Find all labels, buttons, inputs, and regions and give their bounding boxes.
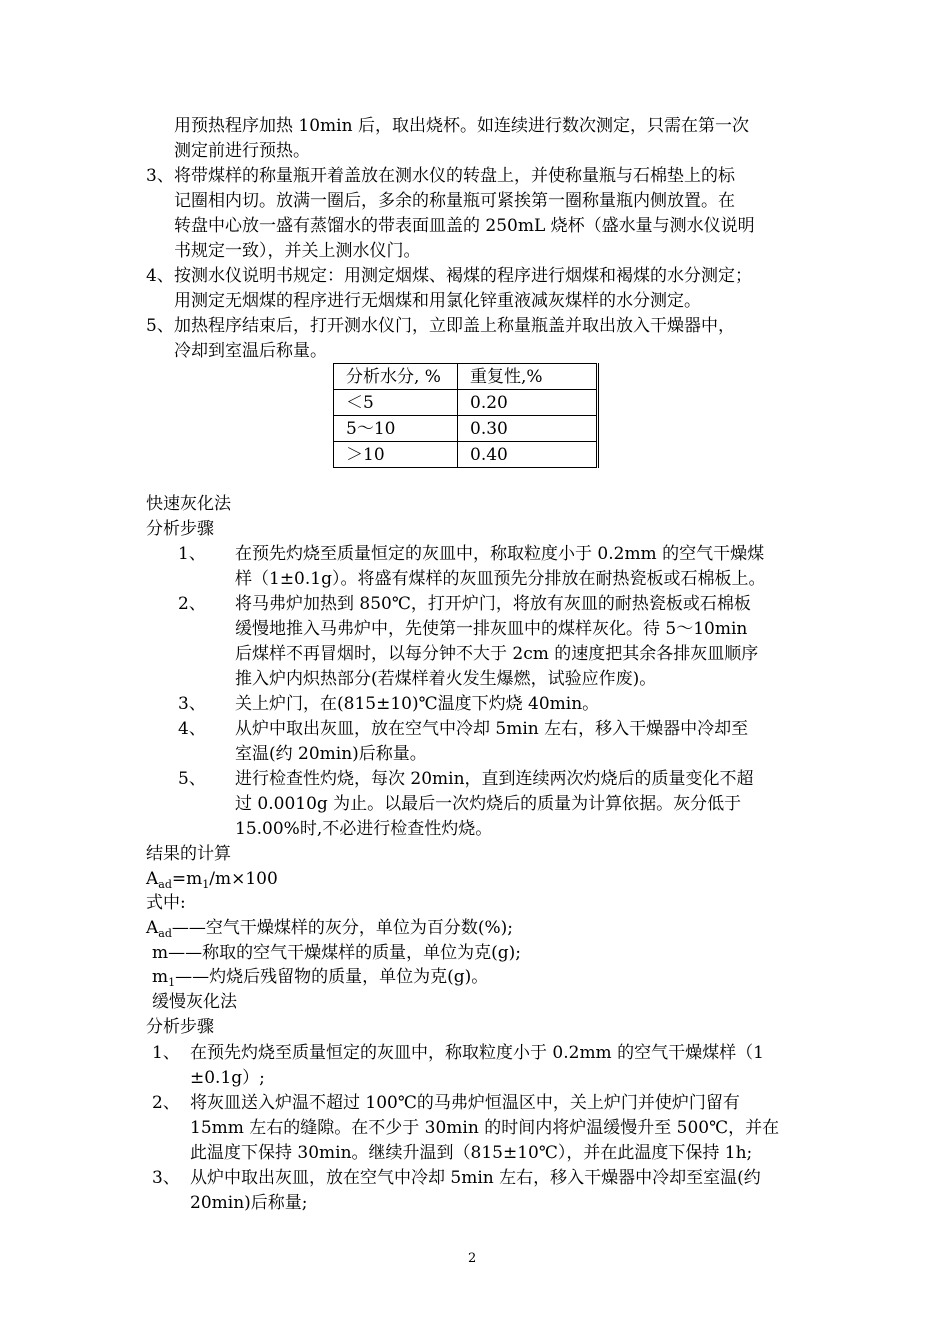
table-row bbox=[334, 442, 598, 468]
step-text: 从炉中取出灰皿，放在空气中冷却 5min 左右，移入干燥器中冷却至 bbox=[235, 719, 749, 739]
table-header-row bbox=[334, 364, 598, 390]
step-text: 在预先灼烧至质量恒定的灰皿中，称取粒度小于 0.2mm 的空气干燥煤 bbox=[235, 544, 765, 564]
step-text: 缓慢地推入马弗炉中，先使第一排灰皿中的煤样灰化。待 5～10min bbox=[235, 619, 748, 639]
step-text: 20min)后称量; bbox=[190, 1193, 308, 1213]
page-number: 2 bbox=[468, 1251, 477, 1266]
step-text: 在预先灼烧至质量恒定的灰皿中，称取粒度小于 0.2mm 的空气干燥煤样（1 bbox=[190, 1043, 764, 1063]
step-number: 2、 bbox=[178, 594, 206, 614]
definition-ash bbox=[146, 918, 513, 944]
definition-text: ——空气干燥煤样的灰分，单位为百分数(%); bbox=[171, 918, 514, 938]
continuation-line-2: 测定前进行预热。 bbox=[174, 141, 310, 161]
step-number: 2、 bbox=[152, 1093, 180, 1113]
step-number: 5、 bbox=[146, 316, 174, 336]
section-subtitle: 分析步骤 bbox=[146, 1017, 214, 1037]
table-header: 分析水分, % bbox=[334, 364, 458, 390]
formula-subscript: ad bbox=[158, 878, 172, 891]
step-text: 用测定无烟煤的程序进行无烟煤和用氯化锌重液减灰煤样的水分测定。 bbox=[174, 291, 701, 311]
table-row bbox=[334, 416, 598, 442]
definition-mass: m——称取的空气干燥煤样的质量，单位为克(g); bbox=[152, 943, 521, 963]
table-row bbox=[334, 390, 598, 416]
step-text: 进行检查性灼烧，每次 20min，直到连续两次灼烧后的质量变化不超 bbox=[235, 769, 754, 789]
formula-part: =m bbox=[171, 869, 203, 889]
continuation-line-1: 用预热程序加热 10min 后，取出烧杯。如连续进行数次测定，只需在第一次 bbox=[174, 116, 749, 136]
step-number: 1、 bbox=[178, 544, 206, 564]
step-text: 从炉中取出灰皿，放在空气中冷却 5min 左右，移入干燥器中冷却至室温(约 bbox=[190, 1168, 761, 1188]
table-cell: 5～10 bbox=[334, 416, 458, 442]
section-subtitle: 分析步骤 bbox=[146, 519, 214, 539]
table-cell: ＞10 bbox=[334, 442, 458, 468]
table-cell: 0.40 bbox=[458, 442, 598, 468]
step-number: 3、 bbox=[146, 166, 174, 186]
table-cell: 0.30 bbox=[458, 416, 598, 442]
step-text: 15.00%时,不必进行检查性灼烧。 bbox=[235, 819, 493, 839]
section-title: 缓慢灰化法 bbox=[152, 992, 237, 1012]
formula-symbol: A bbox=[146, 869, 159, 889]
formula-subscript: 1 bbox=[202, 878, 210, 891]
definition-symbol: A bbox=[146, 918, 159, 938]
formula-part: /m×100 bbox=[209, 869, 278, 889]
step-text: 15mm 左右的缝隙。在不少于 30min 的时间内将炉温缓慢升至 500℃，并在 bbox=[190, 1118, 780, 1138]
definition-subscript: 1 bbox=[168, 976, 176, 989]
step-text: 室温(约 20min)后称量。 bbox=[235, 744, 427, 764]
step-text: 书规定一致），并关上测水仪门。 bbox=[174, 241, 421, 261]
step-text: 关上炉门，在(815±10)℃温度下灼烧 40min。 bbox=[235, 694, 600, 714]
step-text: 推入炉内炽热部分(若煤样着火发生爆燃，试验应作废)。 bbox=[235, 669, 657, 689]
step-text: 将带煤样的称量瓶开着盖放在测水仪的转盘上，并使称量瓶与石棉垫上的标 bbox=[174, 166, 735, 186]
step-text: 后煤样不再冒烟时，以每分钟不大于 2cm 的速度把其余各排灰皿顺序 bbox=[235, 644, 759, 664]
repeatability-table bbox=[333, 363, 599, 468]
step-text: 按测水仪说明书规定：用测定烟煤、褐煤的程序进行烟煤和褐煤的水分测定； bbox=[174, 266, 752, 286]
step-text: 将马弗炉加热到 850℃，打开炉门，将放有灰皿的耐热瓷板或石棉板 bbox=[235, 594, 751, 614]
step-number: 3、 bbox=[152, 1168, 180, 1188]
ash-formula bbox=[146, 869, 278, 895]
calc-title: 结果的计算 bbox=[146, 844, 231, 864]
step-text: 将灰皿送入炉温不超过 100℃的马弗炉恒温区中，关上炉门并使炉门留有 bbox=[190, 1093, 740, 1113]
step-text: 冷却到室温后称量。 bbox=[174, 341, 327, 361]
step-text: 记圈相内切。放满一圈后，多余的称量瓶可紧挨第一圈称量瓶内侧放置。在 bbox=[174, 191, 735, 211]
step-text: 转盘中心放一盛有蒸馏水的带表面皿盖的 250mL 烧杯（盛水量与测水仪说明 bbox=[174, 216, 755, 236]
definition-residue bbox=[152, 967, 488, 993]
step-text: 样（1±0.1g）。将盛有煤样的灰皿预先分排放在耐热瓷板或石棉板上。 bbox=[235, 569, 766, 589]
definition-symbol: m bbox=[152, 967, 169, 987]
step-text: 过 0.0010g 为止。以最后一次灼烧后的质量为计算依据。灰分低于 bbox=[235, 794, 742, 814]
table-cell: ＜5 bbox=[334, 390, 458, 416]
step-number: 3、 bbox=[178, 694, 206, 714]
table-header: 重复性,% bbox=[458, 364, 598, 390]
step-text: 加热程序结束后，打开测水仪门，立即盖上称量瓶盖并取出放入干燥器中， bbox=[174, 316, 735, 336]
definition-subscript: ad bbox=[158, 927, 172, 940]
step-text: ±0.1g）; bbox=[190, 1068, 265, 1088]
step-number: 1、 bbox=[152, 1043, 180, 1063]
where-label: 式中: bbox=[146, 893, 186, 913]
step-number: 4、 bbox=[178, 719, 206, 739]
step-number: 4、 bbox=[146, 266, 174, 286]
section-title: 快速灰化法 bbox=[146, 494, 231, 514]
definition-text: ——灼烧后残留物的质量，单位为克(g)。 bbox=[175, 967, 489, 987]
table-cell: 0.20 bbox=[458, 390, 598, 416]
step-text: 此温度下保持 30min。继续升温到（815±10℃），并在此温度下保持 1h; bbox=[190, 1143, 753, 1163]
step-number: 5、 bbox=[178, 769, 206, 789]
